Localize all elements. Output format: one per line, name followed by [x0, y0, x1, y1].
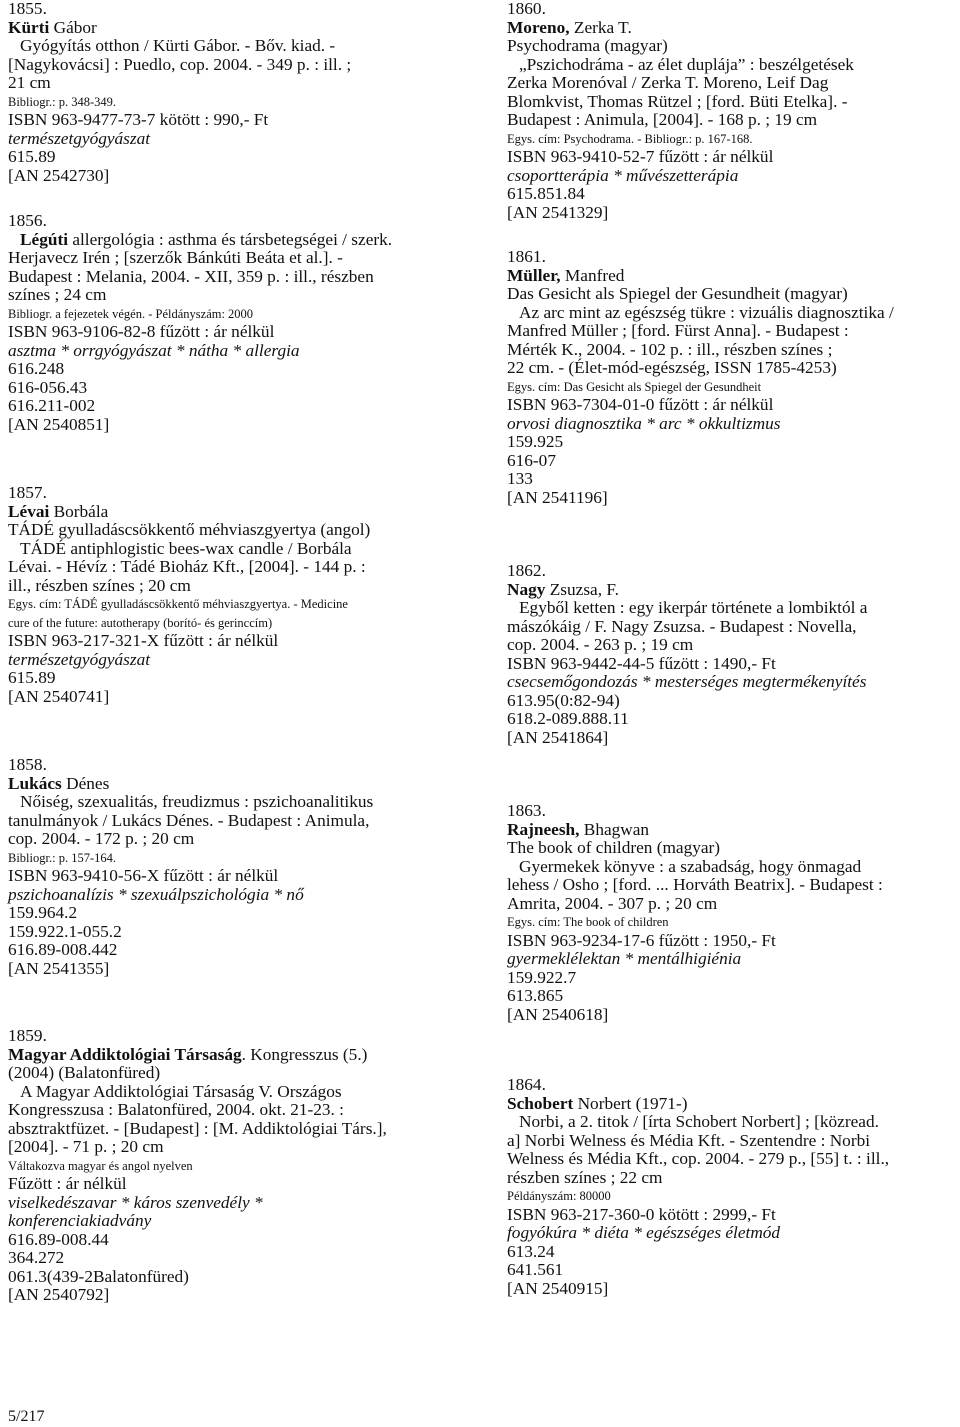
entry-line [507, 74, 854, 93]
entry-text: Budapest : Animula, [2004]. - 168 p. ; 19 cm [507, 110, 818, 129]
entry-text: Egys. cím: Das Gesicht als Spiegel der Gesundheit [507, 379, 762, 394]
entry-heading: Moreno, [507, 17, 570, 37]
entry-line [8, 669, 370, 688]
entry-line [507, 655, 867, 674]
entry-line [8, 268, 392, 287]
entry-number [8, 484, 370, 503]
entry-line [507, 19, 854, 38]
catalog-entry-1861 [507, 248, 894, 507]
entry-line [8, 849, 373, 868]
entry-text: 615.89 [8, 668, 56, 687]
entry-heading: Kürti [8, 17, 50, 37]
entry-line [8, 249, 392, 268]
entry-line [8, 632, 370, 651]
entry-number [8, 0, 351, 19]
entry-heading: Légúti [20, 229, 69, 249]
entry-line [507, 285, 894, 304]
entry-line [8, 1064, 387, 1083]
entry-text: 21 cm [8, 73, 51, 92]
entry-line [507, 1243, 889, 1262]
entry-text: absztraktfüzet. - [Budapest] : [M. Addiktológiai Társ.], [8, 1118, 387, 1138]
entry-text: 159.922.7 [507, 967, 577, 987]
entry-line [507, 167, 854, 186]
entry-text: [AN 2541864] [507, 727, 609, 747]
entry-line [8, 540, 370, 559]
entry-text: Kongresszusa : Balatonfüred, 2004. okt. 21-23. : [8, 1100, 344, 1119]
entry-text: 159.922.1-055.2 [8, 921, 122, 941]
entry-text: [AN 2541196] [507, 487, 608, 507]
entry-line [507, 130, 854, 149]
entry-line [8, 1231, 387, 1250]
entry-text: Lévai. - Hévíz : Tádé Bioház Kft., [2004]. - 144 p. : [8, 557, 366, 576]
entry-text: 616.211-002 [8, 396, 96, 415]
entry-text: 1860. [507, 0, 546, 18]
entry-line [507, 1187, 889, 1206]
entry-line [507, 415, 894, 434]
entry-text: allergológia : asthma és társbetegségei / szerk. [68, 229, 393, 249]
entry-text: Manfred [560, 265, 625, 285]
entry-line [507, 148, 854, 167]
entry-text: 061.3(439-2Balatonfüred) [8, 1266, 189, 1286]
entry-line [507, 433, 894, 452]
entry-text: Bibliogr. a fejezetek végén. - Példányszám: 2000 [8, 306, 254, 321]
entry-text: 616.248 [8, 359, 65, 378]
entry-text: konferenciakiadvány [8, 1211, 152, 1230]
entry-line [8, 130, 351, 149]
entry-text: Bibliogr.: p. 348-349. [8, 94, 116, 109]
entry-text: Egyből ketten : egy ikerpár története a lombiktól a [519, 598, 868, 617]
catalog-entry-1855 [8, 0, 351, 185]
entry-line [8, 19, 351, 38]
entry-number [8, 212, 392, 231]
entry-text: TÁDÉ gyulladáscsökkentő méhviaszgyertya (angol) [8, 520, 371, 539]
entry-text: Norbi, a 2. titok / [írta Schobert Norbert] ; [közread. [519, 1112, 879, 1131]
entry-line [507, 1280, 889, 1299]
entry-line [8, 614, 370, 633]
entry-line [8, 148, 351, 167]
entry-line [507, 932, 883, 951]
entry-line [8, 886, 373, 905]
entry-text: [AN 2540851] [8, 414, 110, 434]
entry-text: viselkedészavar * káros szenvedély * [8, 1192, 263, 1212]
entry-number [8, 1027, 387, 1046]
entry-text: Blomkvist, Thomas Rützel ; [ford. Büti Etelka]. - [507, 91, 848, 111]
entry-text: The book of children (magyar) [507, 838, 721, 857]
entry-line [507, 37, 854, 56]
entry-line [8, 1101, 387, 1120]
entry-text: 1863. [507, 801, 546, 820]
entry-text: [AN 2540792] [8, 1285, 110, 1304]
entry-text: természetgyógyászat [8, 649, 151, 669]
entry-line [507, 636, 867, 655]
entry-text: ISBN 963-9234-17-6 fűzött : 1950,- Ft [507, 930, 776, 950]
entry-text: Bibliogr.: p. 157-164. [8, 850, 116, 865]
entry-line [507, 56, 854, 75]
entry-line [8, 521, 370, 540]
entry-text: tanulmányok / Lukács Dénes. - Budapest : Animula, [8, 810, 370, 830]
entry-text: (2004) (Balatonfüred) [8, 1063, 161, 1082]
catalog-entry-1860 [507, 0, 854, 222]
entry-text: Norbert (1971-) [573, 1093, 688, 1113]
entry-text: részben színes ; 22 cm [507, 1167, 663, 1187]
entry-line [507, 267, 894, 286]
entry-text: 159.964.2 [8, 903, 78, 922]
entry-text: Herjavecz Irén ; [szerzők Bánkúti Beáta et al.]. - [8, 248, 343, 267]
entry-line [8, 167, 351, 186]
entry-text: cop. 2004. - 263 p. ; 19 cm [507, 635, 694, 654]
entry-line [8, 379, 392, 398]
entry-line [8, 56, 351, 75]
entry-text: 615.89 [8, 147, 56, 166]
entry-text: Egys. cím: TÁDÉ gyulladáscsökkentő méhviaszgyertya. - Medicine [8, 597, 348, 611]
entry-line [8, 1175, 387, 1194]
entry-line [507, 876, 883, 895]
entry-line [507, 322, 894, 341]
entry-line [8, 305, 392, 324]
page-number: 5/217 [8, 1408, 45, 1425]
entry-line [8, 342, 392, 361]
entry-text: 616.89-008.442 [8, 940, 118, 959]
entry-text: Bhagwan [579, 819, 650, 839]
entry-line [8, 1083, 387, 1102]
entry-line [8, 775, 373, 794]
entry-line [507, 599, 867, 618]
entry-heading: Nagy [507, 579, 546, 599]
entry-heading: Magyar Addiktológiai Társaság [8, 1044, 242, 1064]
entry-text: Váltakozva magyar és angol nyelven [8, 1158, 193, 1173]
entry-text: 364.272 [8, 1248, 65, 1267]
entry-text: Amrita, 2004. - 307 p. ; 20 cm [507, 893, 718, 913]
entry-line [8, 1138, 387, 1157]
entry-text: Dénes [61, 773, 110, 793]
entry-text: TÁDÉ antiphlogistic bees-wax candle / Borbála [20, 538, 352, 558]
entry-line [507, 452, 894, 471]
entry-text: 616-056.43 [8, 377, 88, 397]
entry-line [507, 185, 854, 204]
entry-line [507, 673, 867, 692]
entry-text: Fűzött : ár nélkül [8, 1174, 127, 1193]
entry-line [507, 969, 883, 988]
entry-line [507, 1132, 889, 1151]
entry-line [8, 904, 373, 923]
entry-line [8, 1120, 387, 1139]
entry-text: 616-07 [507, 450, 556, 470]
entry-text: Gyermekek könyve : a szabadság, hogy önmagad [519, 856, 862, 876]
entry-text: Budapest : Melania, 2004. - XII, 359 p. : ill., részben [8, 266, 374, 286]
entry-line [8, 941, 373, 960]
entry-text: ISBN 963-217-321-X fűzött : ár nélkül [8, 631, 279, 650]
entry-text: 641.561 [507, 1260, 564, 1279]
entry-text: [AN 2540741] [8, 686, 110, 706]
entry-line [8, 577, 370, 596]
entry-text: csoportterápia * művészetterápia [507, 165, 739, 185]
entry-line [507, 1006, 883, 1025]
entry-line [8, 360, 392, 379]
entry-text: csecsemőgondozás * mesterséges megtermékenyítés [507, 672, 867, 691]
entry-text: ISBN 963-7304-01-0 fűzött : ár nélkül [507, 395, 774, 414]
catalog-entry-1859 [8, 1027, 387, 1305]
entry-text: Az arc mint az egészség tükre : vizuális diagnosztika / [519, 302, 894, 322]
entry-line [507, 1113, 889, 1132]
entry-line [8, 1268, 387, 1287]
entry-number [507, 562, 867, 581]
entry-line [507, 858, 883, 877]
entry-text: cure of the future: autotherapy (borító- és gerinccím) [8, 615, 273, 630]
entry-line [8, 923, 373, 942]
entry-line [507, 821, 883, 840]
entry-text: 615.851.84 [507, 184, 585, 203]
entry-text: 159.925 [507, 432, 564, 451]
entry-text: Zerka T. [569, 17, 632, 37]
entry-text: [AN 2541329] [507, 202, 609, 222]
entry-text: 22 cm. - (Élet-mód-egészség, ISSN 1785-4253) [507, 358, 837, 377]
entry-text: A Magyar Addiktológiai Társaság V. Országos [20, 1081, 342, 1101]
catalog-entry-1856 [8, 212, 392, 434]
entry-line [8, 1157, 387, 1176]
entry-text: [AN 2542730] [8, 165, 110, 185]
entry-line [507, 341, 894, 360]
entry-text: [AN 2540915] [507, 1278, 609, 1298]
entry-heading: Lévai [8, 501, 50, 521]
entry-line [507, 204, 854, 223]
entry-line [507, 1206, 889, 1225]
entry-line [507, 93, 854, 112]
entry-line [8, 867, 373, 886]
entry-line [8, 1286, 387, 1305]
entry-text: Psychodrama (magyar) [507, 36, 668, 55]
entry-line [507, 913, 883, 932]
entry-line [507, 581, 867, 600]
entry-line [8, 830, 373, 849]
entry-line [8, 286, 392, 305]
entry-text: Welness és Média Kft., cop. 2004. - 279 p., [55] t. : ill., [507, 1149, 890, 1168]
entry-number [507, 248, 894, 267]
entry-text: [AN 2541355] [8, 958, 110, 978]
entry-text: fogyókúra * diéta * egészséges életmód [507, 1223, 781, 1242]
entry-text: [Nagykovácsi] : Puedlo, cop. 2004. - 349 p. : ill. ; [8, 54, 352, 74]
entry-text: 613.865 [507, 986, 564, 1005]
entry-line [8, 397, 392, 416]
entry-line [8, 595, 370, 614]
entry-text: 1861. [507, 247, 546, 266]
entry-text: ISBN 963-9442-44-5 fűzött : 1490,- Ft [507, 653, 776, 673]
entry-text: 1862. [507, 561, 546, 580]
entry-text: . Kongresszus (5.) [241, 1044, 368, 1064]
entry-line [507, 987, 883, 1006]
entry-line [507, 470, 894, 489]
catalog-entry-1863 [507, 802, 883, 1024]
entry-text: 1855. [8, 0, 47, 18]
entry-text: ISBN 963-9410-52-7 fűzött : ár nélkül [507, 147, 774, 166]
entry-line [8, 1249, 387, 1268]
entry-heading: Schobert [507, 1093, 574, 1113]
entry-line [507, 378, 894, 397]
entry-line [8, 37, 351, 56]
entry-line [507, 1224, 889, 1243]
entry-text: Mérték K., 2004. - 102 p. : ill., részben színes ; [507, 339, 833, 359]
entry-line [8, 111, 351, 130]
entry-text: 613.95(0:82-94) [507, 690, 620, 710]
entry-text: cop. 2004. - 172 p. ; 20 cm [8, 829, 195, 848]
entry-text: ISBN 963-9477-73-7 kötött : 990,- Ft [8, 110, 269, 129]
entry-line [507, 396, 894, 415]
entry-text: Zsuzsa, F. [545, 579, 619, 599]
entry-text: a] Norbi Welness és Média Kft. - Szentendre : Norbi [507, 1130, 871, 1150]
entry-text: mászókáig / F. Nagy Zsuzsa. - Budapest : Novella, [507, 616, 857, 636]
entry-text: asztma * orrgyógyászat * nátha * allergia [8, 340, 300, 360]
entry-text: gyermeklélektan * mentálhigiénia [507, 949, 742, 968]
entry-text: Gyógyítás otthon / Kürti Gábor. - Bőv. kiad. - [20, 36, 336, 55]
entry-line [507, 950, 883, 969]
entry-line [507, 304, 894, 323]
entry-text: 1858. [8, 755, 47, 774]
entry-line [8, 416, 392, 435]
catalog-entry-1858 [8, 756, 373, 978]
entry-line [8, 793, 373, 812]
entry-text: Borbála [49, 501, 109, 521]
catalog-entry-1862 [507, 562, 867, 747]
entry-line [8, 323, 392, 342]
entry-text: 133 [507, 469, 533, 488]
entry-text: természetgyógyászat [8, 128, 151, 148]
entry-line [8, 688, 370, 707]
entry-heading: Lukács [8, 773, 62, 793]
entry-text: 1856. [8, 211, 47, 230]
entry-line [507, 895, 883, 914]
entry-text: Nőiség, szexualitás, freudizmus : pszichoanalitikus [20, 792, 374, 811]
entry-text: pszichoanalízis * szexuálpszichológia * nő [8, 884, 304, 904]
entry-text: orvosi diagnosztika * arc * okkultizmus [507, 413, 781, 433]
entry-line [8, 503, 370, 522]
entry-line [8, 812, 373, 831]
entry-line [507, 1169, 889, 1188]
entry-line [8, 1046, 387, 1065]
entry-text: Egys. cím: The book of children [507, 915, 669, 929]
entry-line [507, 1261, 889, 1280]
entry-number [8, 756, 373, 775]
entry-text: színes ; 24 cm [8, 285, 107, 304]
catalog-entry-1857 [8, 484, 370, 706]
entry-text: Manfred Müller ; [ford. Fürst Anna]. - Budapest : [507, 321, 849, 340]
entry-line [507, 489, 894, 508]
entry-line [507, 1150, 889, 1169]
entry-text: 616.89-008.44 [8, 1229, 109, 1249]
entry-line [8, 651, 370, 670]
entry-text: Egys. cím: Psychodrama. - Bibliogr.: p. 167-168. [507, 131, 753, 146]
entry-heading: Rajneesh, [507, 819, 580, 839]
entry-text: lehess / Osho ; [ford. ... Horváth Beatrix]. - Budapest : [507, 875, 883, 894]
entry-text: [AN 2540618] [507, 1004, 609, 1024]
entry-text: ill., részben színes ; 20 cm [8, 575, 191, 595]
entry-number [507, 802, 883, 821]
entry-text: ISBN 963-217-360-0 kötött : 2999,- Ft [507, 1204, 776, 1224]
entry-text: Példányszám: 80000 [507, 1189, 611, 1203]
entry-text: „Pszichodráma - az élet duplája” : beszélgetések [519, 54, 854, 74]
entry-heading: Müller, [507, 265, 561, 285]
entry-line [507, 1095, 889, 1114]
entry-number [507, 0, 854, 19]
entry-text: Gábor [49, 17, 97, 37]
entry-line [8, 1194, 387, 1213]
catalog-entry-1864 [507, 1076, 889, 1298]
entry-text: 618.2-089.888.11 [507, 709, 629, 728]
entry-text: [2004]. - 71 p. ; 20 cm [8, 1137, 164, 1156]
entry-line [8, 93, 351, 112]
entry-line [507, 618, 867, 637]
entry-text: 1857. [8, 483, 47, 502]
entry-text: ISBN 963-9410-56-X fűzött : ár nélkül [8, 866, 279, 885]
entry-line [507, 839, 883, 858]
entry-line [8, 1212, 387, 1231]
entry-line [8, 960, 373, 979]
entry-text: Zerka Morenóval / Zerka T. Moreno, Leif Dag [507, 73, 829, 92]
entry-line [507, 692, 867, 711]
entry-line [507, 710, 867, 729]
entry-text: 1859. [8, 1026, 47, 1045]
entry-line [507, 359, 894, 378]
entry-line [8, 231, 392, 250]
entry-text: ISBN 963-9106-82-8 fűzött : ár nélkül [8, 322, 275, 341]
entry-line [8, 74, 351, 93]
entry-line [8, 558, 370, 577]
entry-line [507, 729, 867, 748]
entry-text: 1864. [507, 1075, 546, 1094]
entry-number [507, 1076, 889, 1095]
entry-text: 613.24 [507, 1241, 555, 1261]
entry-text: Das Gesicht als Spiegel der Gesundheit (magyar) [507, 284, 848, 303]
entry-line [507, 111, 854, 130]
